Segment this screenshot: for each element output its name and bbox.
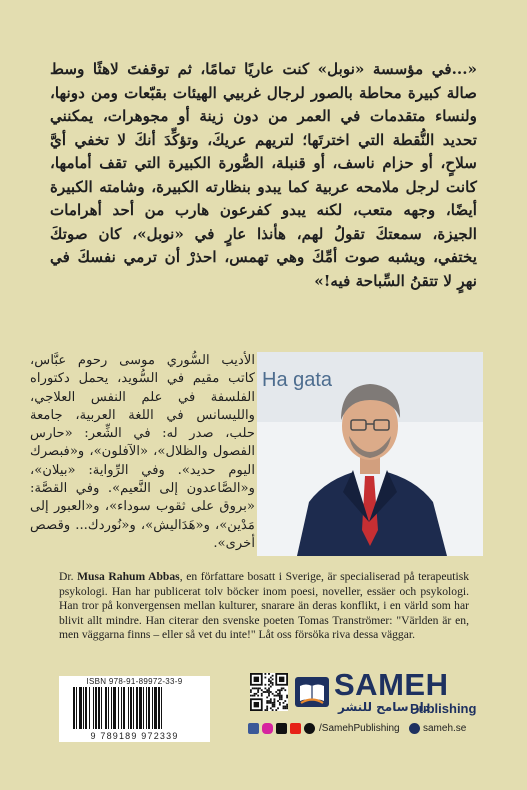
publisher-block xyxy=(246,667,477,744)
website-link: sameh.se xyxy=(423,723,467,734)
publisher-name: SAMEH xyxy=(334,667,449,702)
publisher-name-arabic: دار سامح للنشر xyxy=(338,700,430,714)
author-bio-arabic: الأديب السُّوري موسى رحوم عبَّاس، كاتب مقيم في السُّويد، يحمل دكتوراه الفلسفة في علم النفس العلاجي، والليسانس في اللغة العربية، جامعة حلب، صدر له: في الشِّعر: «حارس الفصول والظلال»، «الآفلون»، و«فبصرك اليوم حديد». وفي الرِّواية: «بيلان»، و«الصَّاعدون إلى النَّعيم». وفي القصَّة: «بروق على ثقوب سوداء»، و«العبور إلى مَدْين»، و«هَدَاليش»، و«نُوردك... وقصص أخرى». xyxy=(30,353,255,551)
author-bio-swedish xyxy=(59,570,469,643)
bio-prefix: Dr. xyxy=(59,570,78,583)
back-cover-excerpt: «...في مؤسسة «نوبل» كنت عاريًا تمامًا، ثم توقفتَ لاهثًا وسط صالة كبيرة محاطة بالصور لرجال غربيي الهيئات بقبّعات ومن دونها، ولنساء متقدمات في العمر من دون زينة أو مجوهرات، يمكنني تحديد النُّقطة التي اخترتَها؛ لتريهم عريكَ، وتؤكِّدَ أنكَ لا تخفي أيَّ سلاحٍ، أو حزام ناسف، أو قنبلة، الصُّورة الكبيرة التي تقف أمامها، كانت لرجل ملامحه عربية كما يبدو بنظارته الكبيرة، وشامته الكبيرة أيضًا، وجهه متعب، لكنه يبدو كفرعون هارب من أحد أهرامات الجيزة، سمعتكَ تقولُ لهم، هأنذا عارٍ في «نوبل»، كان صوتكَ يختفي، ويشبه صوت أمِّكَ وهي تهمس، احذرْ أن ترمي نفسكَ في نهرٍ لا تتقنُ السِّباحة فيه!» xyxy=(50,60,477,290)
isbn-label: ISBN 978-91-89972-33-9 xyxy=(86,677,183,686)
globe-icon xyxy=(409,723,420,734)
isbn-barcode xyxy=(59,676,210,742)
social-handle: /SamehPublishing xyxy=(319,723,400,734)
barcode-bars xyxy=(73,687,196,729)
publisher-contacts xyxy=(246,721,478,737)
qr-code xyxy=(250,673,288,711)
author-photo xyxy=(257,352,483,556)
photo-backdrop-text: Ha gata xyxy=(262,369,333,391)
youtube-icon xyxy=(290,723,301,734)
author-name: Musa Rahum Abbas xyxy=(77,570,180,583)
facebook-icon xyxy=(248,723,259,734)
isbn-digits: 9 789189 972339 xyxy=(90,731,179,741)
publisher-subtitle: Publishing xyxy=(410,701,477,716)
tiktok-icon xyxy=(304,723,315,734)
instagram-icon xyxy=(262,723,273,734)
bio-body: , en författare bosatt i Sverige, är specialiserad på terapeutisk psykologi. Han har publicerat tolv böcker inom poesi, noveller, essäer och psykologi. Han tror på konvergensen mellan kulturer, snarare än deras konflikt, i en värld som har blivit allt mindre. Han citerar den svenske poeten Tomas Tranströmer: "Världen är en, men väggarna finns – eller så vet du inte!" Låt oss försöka riva dessa väggar. xyxy=(59,570,470,642)
book-logo-icon xyxy=(294,676,330,708)
x-icon xyxy=(276,723,287,734)
